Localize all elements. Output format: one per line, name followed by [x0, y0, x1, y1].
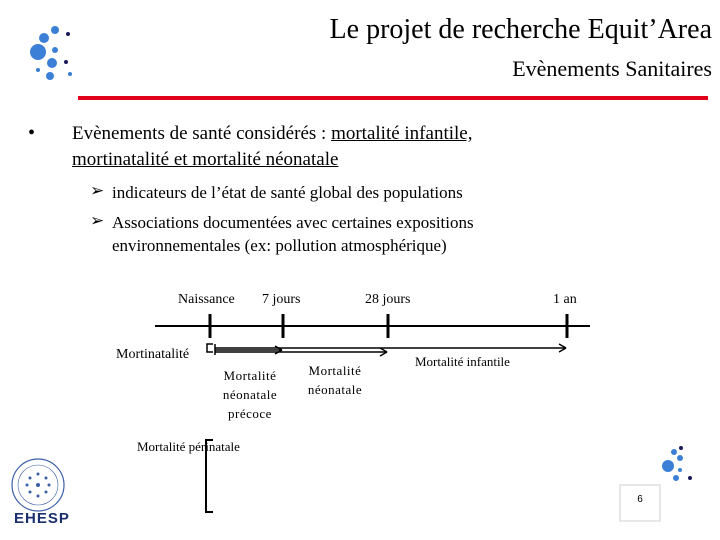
tick-label-28-jours: 28 jours [365, 292, 411, 307]
page-subtitle: Evènements Sanitaires [512, 56, 712, 81]
top-logo-icon [30, 26, 72, 80]
bullet-marker: • [28, 122, 36, 144]
page-title: Le projet de recherche Equit’Area [329, 14, 712, 45]
subpoint-2-line1: Associations documentées avec certaines expositions [112, 213, 474, 232]
bullet-underlined-2: mortinatalité et mortalité néonatale [72, 149, 339, 170]
bullet-underlined-1: mortalité infantile, [331, 123, 473, 144]
timeline-axis [155, 314, 590, 338]
ehesp-logo-text: EHESP [14, 510, 70, 527]
tick-label-7-jours: 7 jours [262, 292, 301, 307]
subpoint-2-line2: environnementales (ex: pollution atmosphérique) [112, 236, 447, 255]
page-number: 6 [637, 494, 643, 505]
bullet-prefix: Evènements de santé considérés : [72, 123, 332, 144]
label-neonatale: Mortalité néonatale [307, 363, 363, 397]
title-divider [78, 96, 708, 100]
label-mortinatalite: Mortinatalité [116, 347, 190, 362]
bottom-logo-icon [662, 446, 692, 481]
ehesp-seal-icon [12, 459, 64, 511]
main-bullet [72, 121, 632, 173]
label-perinatale: Mortalité périnatale [137, 439, 240, 454]
arrow-bullet-icon: ➢ [90, 211, 105, 230]
tick-label-1-an: 1 an [553, 292, 577, 307]
tick-label-naissance: Naissance [178, 292, 235, 307]
subpoint-1: indicateurs de l’état de santé global des populations [112, 183, 463, 202]
label-neonatale-precoce: Mortalité néonatale précoce [222, 368, 278, 421]
label-infantile: Mortalité infantile [415, 354, 510, 369]
arrow-bullet-icon: ➢ [90, 181, 105, 200]
